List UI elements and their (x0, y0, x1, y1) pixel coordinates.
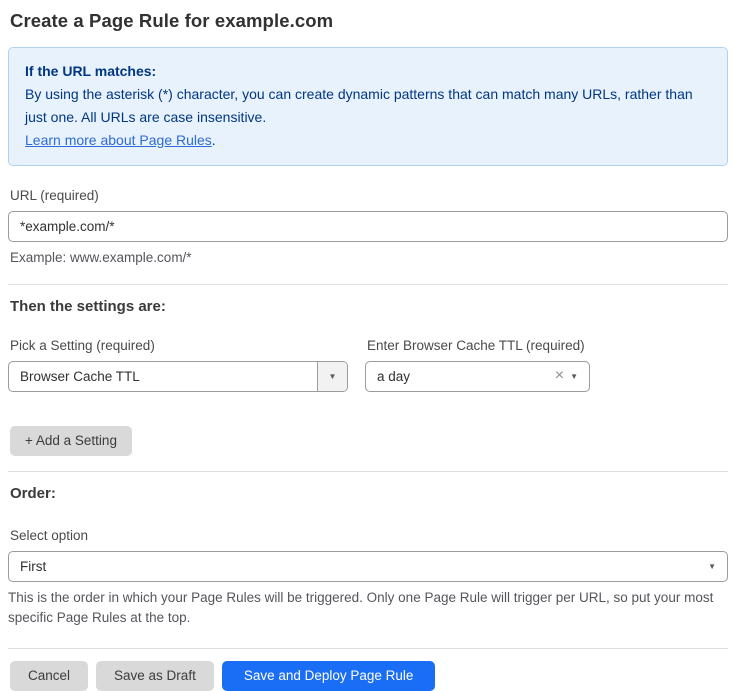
learn-more-link[interactable]: Learn more about Page Rules (25, 132, 212, 148)
pick-setting-dropdown-button[interactable] (317, 362, 347, 391)
order-select-value: First (20, 559, 47, 574)
info-box-body-text: By using the asterisk (*) character, you can create dynamic patterns that can match many URLs, rather than just one. All URLs are case insensitive. (25, 86, 693, 125)
clear-icon[interactable]: × (554, 366, 565, 384)
settings-row (8, 338, 728, 392)
chevron-down-icon: ▼ (708, 561, 716, 571)
footer-actions (8, 661, 728, 691)
divider-footer (8, 648, 728, 649)
info-box-link-line (25, 129, 711, 152)
cancel-button[interactable]: Cancel (10, 661, 88, 691)
ttl-value: a day (377, 369, 411, 384)
chevron-down-icon: ▼ (328, 371, 337, 381)
info-box-body (25, 83, 711, 129)
divider-order (8, 471, 728, 472)
settings-heading: Then the settings are: (10, 298, 166, 315)
ttl-label: Enter Browser Cache TTL (required) (367, 338, 585, 353)
add-setting-button[interactable]: + Add a Setting (10, 426, 132, 456)
save-as-draft-button[interactable]: Save as Draft (96, 661, 214, 691)
order-caret-wrap (708, 563, 727, 571)
url-input[interactable] (8, 211, 728, 242)
url-match-info-box (8, 47, 728, 166)
ttl-dropdown[interactable] (365, 361, 590, 392)
pick-setting-dropdown[interactable] (8, 361, 348, 392)
info-box-heading: If the URL matches: (25, 63, 157, 79)
url-example-text: Example: www.example.com/* (10, 250, 192, 265)
pick-setting-column (8, 338, 365, 392)
order-select-label: Select option (10, 528, 89, 543)
link-period: . (211, 132, 216, 148)
order-heading: Order: (10, 485, 56, 502)
ttl-caret-wrap (570, 373, 589, 381)
page-title: Create a Page Rule for example.com (10, 10, 334, 31)
pick-setting-label: Pick a Setting (required) (10, 338, 155, 353)
divider-settings (8, 284, 728, 285)
chevron-down-icon: ▼ (570, 371, 578, 381)
order-help-text: This is the order in which your Page Rules will be triggered. Only one Page Rule will trigger per URL, so put your most specific Page Rules at the top. (8, 590, 714, 625)
url-label: URL (required) (10, 188, 99, 203)
pick-setting-value: Browser Cache TTL (20, 369, 140, 384)
order-select[interactable] (8, 551, 728, 582)
ttl-column (365, 338, 605, 392)
save-and-deploy-button[interactable]: Save and Deploy Page Rule (222, 661, 436, 691)
